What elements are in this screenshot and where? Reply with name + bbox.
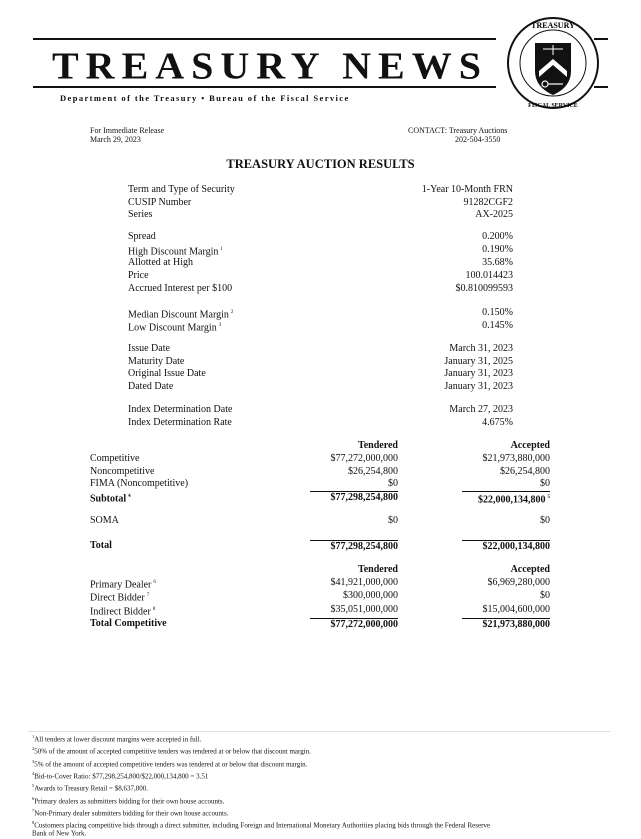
detail-label-text: Original Issue Date [128,368,206,379]
table-row-label [90,453,139,465]
footnote [32,795,224,805]
table-row-label [90,590,149,604]
tendered-value-text: $300,000,000 [343,590,398,601]
accepted-value-text: $21,973,880,000 [482,619,550,630]
footnote-text: Bid-to-Cover Ratio: $77,298,254,800/$22,000,134,800 = 3.51 [34,772,209,781]
footnote [32,782,148,792]
detail-label-text: Accrued Interest per $100 [128,283,233,294]
accepted-value-text: $0 [540,478,550,489]
table-row-label-text: Noncompetitive [90,466,155,477]
tendered-value-text: $77,272,000,000 [330,453,398,464]
table-row-label [90,540,112,552]
detail-label-text: Term and Type of Security [128,184,235,195]
tendered-value [310,491,398,504]
accepted-value-text: $0 [540,515,550,526]
tendered-value [310,453,398,465]
accepted-value-text: $21,973,880,000 [482,453,550,464]
table-row-label [90,466,154,478]
release-date: March 29, 2023 [90,135,141,144]
detail-value-text: 1-Year 10-Month FRN [421,184,513,195]
table-row-label-text: Primary Dealer [90,579,152,591]
footnote-marker: 6 [153,580,156,585]
footnote-marker: 2 [230,310,234,315]
detail-value-text: $0.810099593 [455,283,513,294]
footnote-text: Bank of New York. [32,829,87,838]
release-notice [90,126,164,144]
table-row-label-text: Total [90,540,112,551]
contact-info [408,126,507,144]
footnote-text: Customers placing competitive bids through a direct submitter, including Foreign and International Monetary Authorities placing bids through the Federal Reserve [34,821,491,830]
detail-label [128,270,149,282]
tendered-header [290,440,398,452]
detail-value-text: 0.200% [482,231,513,242]
svg-text:FISCAL SERVICE: FISCAL SERVICE [528,103,578,109]
masthead-rule-top [33,38,496,40]
footnote [32,819,490,829]
detail-value [360,184,513,196]
table-row-label-text: Competitive [90,453,140,464]
detail-label [128,417,232,429]
detail-value [360,343,513,355]
footnote-text: Primary dealers as submitters bidding for their own house accounts. [34,796,225,805]
footnote-number: 6 [32,795,35,801]
footnote-number: 7 [32,807,35,813]
footnote-text: All tenders at lower discount margins were accepted in full. [34,735,202,744]
footnote-marker: 4 [128,494,131,499]
footnote-marker: 8 [152,607,156,612]
footnote-text: Non-Primary dealer submitters bidding for their own house accounts. [34,809,229,818]
accepted-value [462,453,550,465]
accepted-header-text: Accepted [510,440,550,451]
accepted-value-text: $15,004,600,000 [482,604,550,615]
detail-label [128,209,152,221]
tendered-value [310,618,398,631]
detail-value [360,356,513,368]
detail-label-text: Maturity Date [128,355,185,367]
table-row-label [90,491,131,505]
accepted-value [462,540,550,553]
accepted-value [462,478,550,490]
detail-label-text: Median Discount Margin [128,309,229,321]
footnote [32,827,86,837]
detail-label [128,197,191,209]
detail-value [360,307,513,319]
tendered-value [310,540,398,553]
accepted-value [462,577,550,589]
detail-value [360,320,513,332]
accepted-value [462,604,550,616]
table-row-label-text: Direct Bidder [90,592,145,604]
footnote-marker: 1 [220,247,223,252]
footnote-marker: 3 [218,323,222,328]
accepted-value-text: $6,969,280,000 [487,577,550,588]
accepted-value-text: $22,000,134,800 [478,494,546,506]
treasury-seal-logo [505,15,601,111]
tendered-value [310,604,398,616]
footnote-number: 4 [32,770,35,776]
detail-value [360,197,513,209]
detail-label-text: Spread [128,231,156,242]
detail-label-text: Series [128,209,153,220]
tendered-value [310,466,398,478]
accepted-value [462,590,550,602]
accepted-value [462,618,550,631]
detail-value [360,270,513,282]
detail-value [360,417,513,429]
accepted-header-text: Accepted [510,564,550,575]
masthead-subtitle: Department of the Treasury • Bureau of the Fiscal Service [60,93,350,103]
table-row-label-text: Total Competitive [90,618,167,629]
footnote-text: Awards to Treasury Retail = $8,637,800. [34,784,148,793]
detail-label [128,257,193,269]
footnote-number: 5 [32,783,35,789]
accepted-header [432,564,550,576]
footnote-marker: 5 [547,495,550,500]
detail-label [128,356,184,368]
release-label: For Immediate Release [90,126,165,135]
accepted-value [462,491,550,506]
table-row-label [90,618,167,630]
detail-label [128,381,173,393]
detail-value-text: 0.190% [482,244,513,255]
document-title: TREASURY AUCTION RESULTS [226,157,415,171]
footnote-number: 8 [32,820,35,826]
detail-label [128,404,232,416]
tendered-value-text: $26,254,800 [348,466,398,477]
detail-label-text: CUSIP Number [128,196,192,208]
detail-label-text: Index Determination Date [128,404,233,415]
table-row-label-text: FIMA (Noncompetitive) [90,478,189,489]
detail-label [128,184,235,196]
footnote [32,807,228,817]
table-row-label-text: Indirect Bidder [90,606,151,618]
detail-value [360,368,513,380]
tendered-value [310,515,398,527]
masthead-title: TREASURY NEWS [52,44,488,87]
footnote-number: 2 [32,746,35,752]
tendered-value [310,577,398,589]
detail-value-text: 4.675% [482,417,513,428]
detail-label [128,368,206,380]
detail-value-text: 91282CGF2 [463,196,513,208]
contact-phone: 202-504-3550 [455,135,501,144]
detail-value [360,404,513,416]
accepted-header [432,440,550,452]
tendered-value-text: $35,051,000,000 [330,604,398,615]
accepted-value [462,466,550,478]
tendered-value [310,590,398,602]
tendered-header [290,564,398,576]
table-row-label-text: Subtotal [90,493,127,505]
detail-value [360,244,513,256]
detail-label [128,320,221,334]
tendered-value-text: $0 [388,515,398,526]
detail-value-text: 35.68% [482,257,513,268]
table-row-label [90,604,155,618]
detail-value-text: AX-2025 [475,209,513,220]
detail-value-text: January 31, 2023 [444,368,513,379]
tendered-value-text: $77,298,254,800 [330,541,398,552]
tendered-header-text: Tendered [357,440,398,451]
tendered-value [310,478,398,490]
svg-text:TREASURY: TREASURY [531,21,575,30]
detail-value [360,381,513,393]
footnote [32,770,208,780]
detail-value-text: January 31, 2025 [444,355,513,367]
detail-value [360,231,513,243]
detail-value-text: March 27, 2023 [449,404,513,415]
tendered-header-text: Tendered [357,564,398,575]
detail-label-text: Dated Date [128,381,174,392]
footnote-number: 1 [32,734,35,739]
detail-label-text: High Discount Margin [128,246,219,258]
tendered-value-text: $77,272,000,000 [330,619,398,630]
footnote-divider [28,731,610,732]
detail-label-text: Issue Date [128,343,170,354]
detail-value-text: 100.014423 [465,270,513,281]
footnote [32,745,311,755]
detail-value [360,283,513,295]
footnote [32,758,307,768]
accepted-value [462,515,550,527]
accepted-value-text: $26,254,800 [500,466,550,477]
detail-value [360,209,513,221]
detail-label-text: Index Determination Rate [128,417,232,428]
detail-value [360,257,513,269]
detail-label-text: Low Discount Margin [128,322,217,334]
footnote-marker: 7 [146,593,150,598]
footnote-number: 3 [32,758,35,764]
footnote-text: 50% of the amount of accepted competitive tenders was tendered at or below that discount margin. [34,747,311,756]
contact-label: CONTACT: Treasury Auctions [408,126,508,135]
accepted-value-text: $22,000,134,800 [482,541,550,552]
detail-label-text: Allotted at High [128,257,193,268]
footnote [32,733,201,743]
detail-label [128,231,156,243]
tendered-value-text: $0 [388,478,398,489]
footnote-text: 5% of the amount of accepted competitive tenders was tendered at or below that discount margin. [34,759,308,768]
table-row-label [90,478,188,490]
detail-value-text: 0.145% [482,320,513,331]
tendered-value-text: $41,921,000,000 [330,577,398,588]
detail-value-text: March 31, 2023 [449,343,513,354]
table-row-label [90,515,119,527]
tendered-value-text: $77,298,254,800 [330,492,398,503]
detail-value-text: January 31, 2023 [444,381,513,392]
table-row-label-text: SOMA [90,515,119,526]
detail-label [128,343,170,355]
detail-label-text: Price [128,270,149,281]
accepted-value-text: $0 [540,590,550,601]
detail-value-text: 0.150% [482,307,513,318]
detail-label [128,283,232,295]
